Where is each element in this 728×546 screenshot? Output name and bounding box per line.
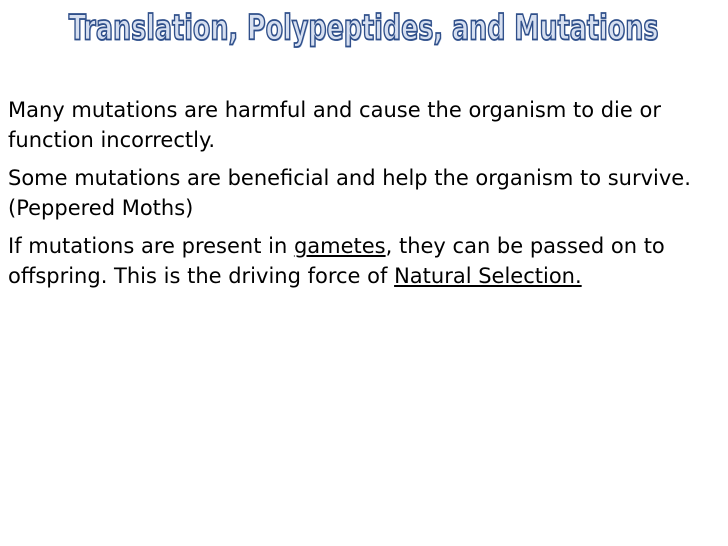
slide-title: Translation, Polypeptides, and Mutations <box>69 8 659 49</box>
paragraph-gametes <box>8 231 720 291</box>
paragraph-beneficial-mutations: Some mutations are beneficial and help the organism to survive. (Peppered Moths) <box>8 166 691 220</box>
term-gametes: gametes <box>293 234 386 258</box>
title-container <box>0 8 728 49</box>
paragraph-gametes-text-2: , they can be passed on to offspring. This is the driving force of <box>8 234 665 288</box>
term-natural-selection: Natural Selection. <box>394 264 582 288</box>
slide-body <box>8 95 720 299</box>
paragraph-harmful-mutations: Many mutations are harmful and cause the organism to die or function incorrectly. <box>8 98 661 152</box>
paragraph-gametes-text-1: If mutations are present in <box>8 234 294 258</box>
